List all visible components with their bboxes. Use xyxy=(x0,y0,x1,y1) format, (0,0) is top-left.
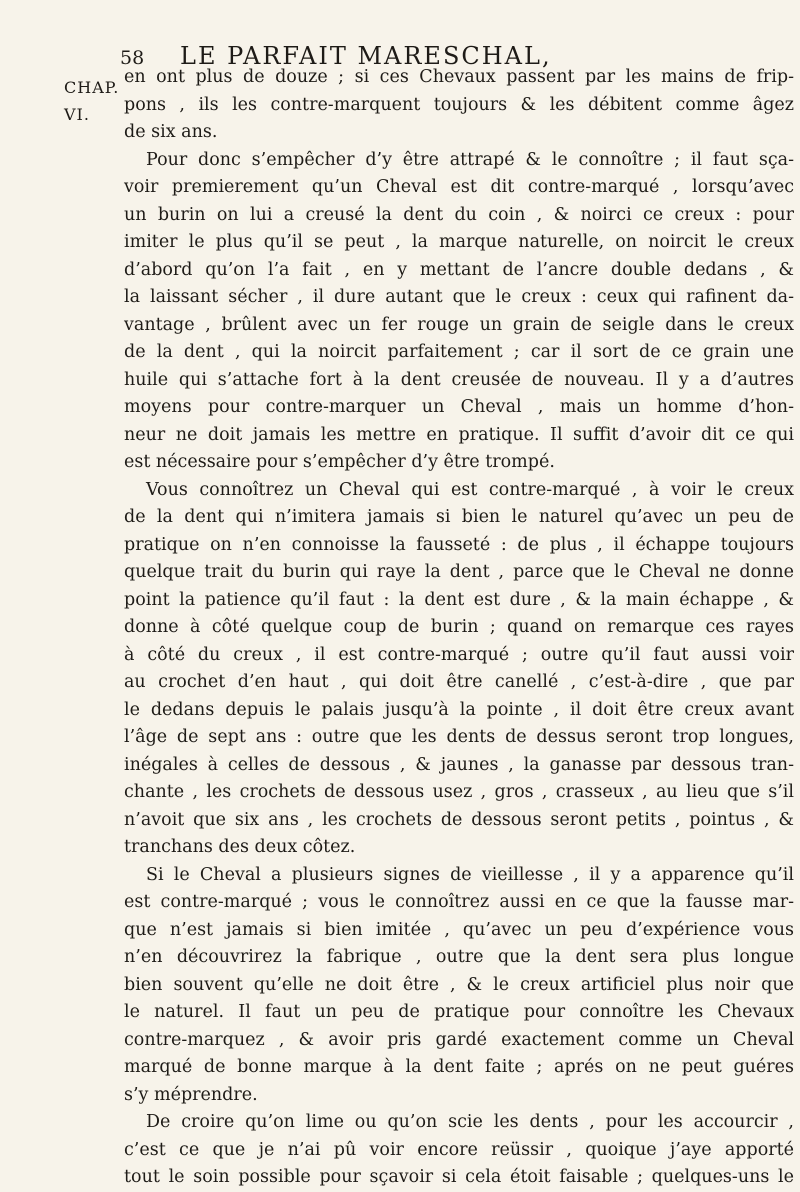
text-line: est contre-marqué ; vous le connoîtrez aussi en ce que la fausse mar- xyxy=(124,892,794,912)
text-line: vantage , brûlent avec un fer rouge un grain de seigle dans le creux xyxy=(124,314,794,335)
text-line: bien souvent qu’elle ne doit être , & le creux artificiel plus noir que xyxy=(124,974,794,995)
text-line: la laissant sécher , il dure autant que le creux : ceux qui rafinent da- xyxy=(124,287,794,307)
text-line: à côté du creux , il est contre-marqué ; outre qu’il faut aussi voir xyxy=(124,644,794,665)
page-number: 58 xyxy=(120,47,145,69)
text-line: neur ne doit jamais les mettre en pratique. Il suffit d’avoir dit ce qui xyxy=(124,424,794,445)
text-line: d’abord qu’on l’a fait , en y mettant de l’ancre double dedans , & xyxy=(124,259,794,280)
text-line: point la patience qu’il faut : la dent est dure , & la main échappe , & xyxy=(124,589,794,610)
text-line: un burin on lui a creusé la dent du coin , & noirci ce creux : pour xyxy=(124,204,794,225)
text-line: voir premierement qu’un Cheval est dit contre-marqué , lorsqu’avec xyxy=(124,177,794,197)
text-line: huile qui s’attache fort à la dent creusée de nouveau. Il y a d’autres xyxy=(124,369,794,390)
text-line: le naturel. Il faut un peu de pratique pour connoître les Chevaux xyxy=(124,1002,794,1022)
text-line: imiter le plus qu’il se peut , la marque naturelle, on noircit le creux xyxy=(124,232,794,252)
text-line: chante , les crochets de dessous usez , gros , crasseux , au lieu que s’il xyxy=(124,782,794,802)
text-line: c’est ce que je n’ai pû voir encore reüssir , quoique j’aye apporté xyxy=(124,1139,794,1160)
chapter-number: VI. xyxy=(64,105,90,124)
chapter-margin-note xyxy=(64,74,120,128)
text-line: n’avoit que six ans , les crochets de dessous seront petits , pointus , & xyxy=(124,809,794,830)
text-line: Vous connoîtrez un Cheval qui est contre-marqué , à voir le creux xyxy=(146,479,794,500)
text-line: de six ans. xyxy=(124,122,218,142)
text-line: de la dent qui n’imitera jamais si bien le naturel qu’avec un peu de xyxy=(124,507,794,527)
text-line: pons , ils les contre-marquent toujours & les débitent comme âgez xyxy=(124,94,794,115)
text-line: s’y méprendre. xyxy=(124,1084,258,1105)
text-line: est nécessaire pour s’empêcher d’y être trompé. xyxy=(124,452,555,472)
text-line: De croire qu’on lime ou qu’on scie les dents , pour les accourcir , xyxy=(146,1112,794,1132)
text-line: en ont plus de douze ; si ces Chevaux passent par les mains de frip- xyxy=(124,67,794,87)
text-line: inégales à celles de dessous , & jaunes , la ganasse par dessous tran- xyxy=(124,754,794,775)
text-line: contre-marquez , & avoir pris gardé exactement comme un Cheval xyxy=(124,1029,794,1050)
text-line: Si le Cheval a plusieurs signes de vieillesse , il y a apparence qu’il xyxy=(146,864,794,885)
text-line: quelque trait du burin qui raye la dent , parce que le Cheval ne donne xyxy=(124,562,794,582)
running-title: LE PARFAIT MARESCHAL, xyxy=(180,42,552,70)
text-line: que n’est jamais si bien imitée , qu’avec un peu d’expérience vous xyxy=(124,919,794,940)
text-line: pratique on n’en connoisse la fausseté : de plus , il échappe toujours xyxy=(124,534,794,555)
text-line: moyens pour contre-marquer un Cheval , mais un homme d’hon- xyxy=(124,397,794,417)
text-line: marqué de bonne marque à la dent faite ; aprés on ne peut guéres xyxy=(124,1057,794,1077)
text-line: au crochet d’en haut , qui doit être canellé , c’est-à-dire , que par xyxy=(124,672,794,692)
text-line: l’âge de sept ans : outre que les dents de dessus seront trop longues, xyxy=(124,727,794,747)
text-line: donne à côté quelque coup de burin ; quand on remarque ces rayes xyxy=(124,617,794,637)
text-line: n’en découvrirez la fabrique , outre que la dent sera plus longue xyxy=(124,947,794,967)
text-line: Pour donc s’empêcher d’y être attrapé & le connoître ; il faut sça- xyxy=(146,149,794,170)
text-line: tout le soin possible pour sçavoir si cela étoit faisable ; quelques-uns le xyxy=(124,1167,794,1187)
chapter-label: CHAP. xyxy=(64,78,120,97)
text-line: le dedans depuis le palais jusqu’à la pointe , il doit être creux avant xyxy=(124,699,794,720)
text-line: de la dent , qui la noircit parfaitement ; car il sort de ce grain une xyxy=(124,342,794,362)
body-text xyxy=(124,64,794,1192)
text-line: tranchans des deux côtez. xyxy=(124,837,356,857)
